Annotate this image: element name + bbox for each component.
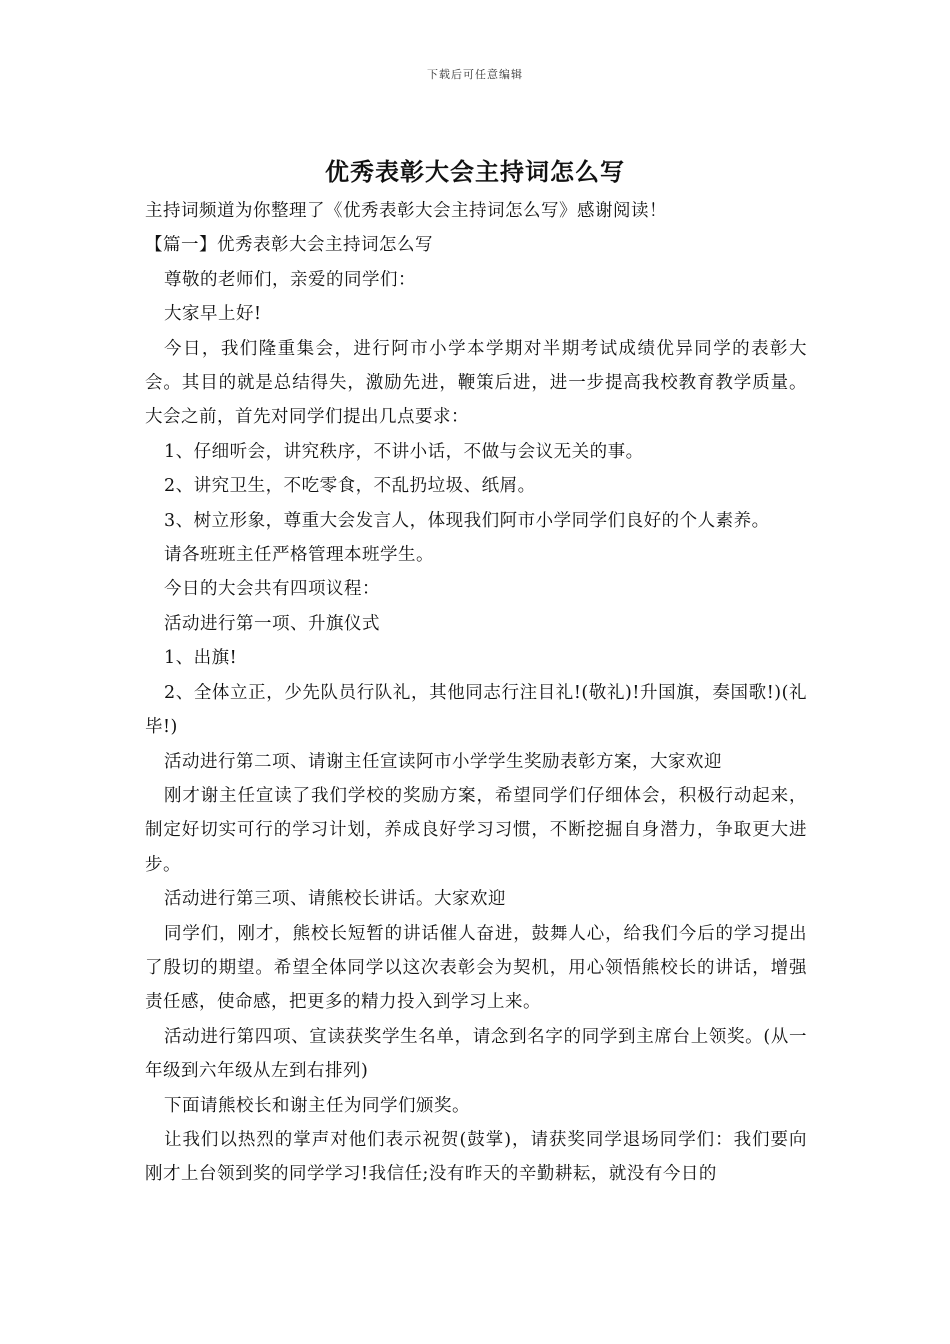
paragraph: 下面请熊校长和谢主任为同学们颁奖。 — [164, 1095, 470, 1116]
paragraph: 3、树立形象，尊重大会发言人，体现我们阿市小学同学们良好的个人素养。 — [164, 510, 770, 531]
document-body — [145, 194, 807, 1192]
paragraph: 1、仔细听会，讲究秩序，不讲小话，不做与会议无关的事。 — [164, 441, 644, 462]
page-header-note: 下载后可任意编辑 — [427, 68, 523, 81]
paragraph: 活动进行第四项、宣读获奖学生名单，请念到名字的同学到主席台上领奖。(从一年级到六年级从左到右排列) — [145, 1026, 807, 1082]
paragraph: 大家早上好! — [164, 304, 262, 325]
paragraph: 今日的大会共有四项议程： — [164, 579, 380, 600]
paragraph: 1、出旗! — [164, 648, 238, 669]
intro-paragraph: 主持词频道为你整理了《优秀表彰大会主持词怎么写》感谢阅读！ — [145, 201, 667, 221]
paragraph: 2、讲究卫生，不吃零食，不乱扔垃圾、纸屑。 — [164, 476, 536, 497]
document-title: 优秀表彰大会主持词怎么写 — [325, 157, 625, 186]
section-heading: 【篇一】优秀表彰大会主持词怎么写 — [145, 235, 433, 256]
paragraph: 尊敬的老师们，亲爱的同学们： — [164, 269, 416, 290]
paragraph: 同学们，刚才，熊校长短暂的讲话催人奋进，鼓舞人心，给我们今后的学习提出了殷切的期望。希望全体同学以这次表彰会为契机，用心领悟熊校长的讲话，增强责任感，使命感，把更多的精力投入到学习上来。 — [145, 923, 807, 1013]
paragraph: 2、全体立正，少先队员行队礼，其他同志行注目礼!(敬礼)!升国旗，奏国歌!)(礼毕!) — [145, 682, 807, 738]
paragraph: 活动进行第三项、请熊校长讲话。大家欢迎 — [164, 889, 506, 910]
paragraph: 今日，我们隆重集会，进行阿市小学本学期对半期考试成绩优异同学的表彰大会。其目的就是总结得失，激励先进，鞭策后进，进一步提高我校教育教学质量。大会之前，首先对同学们提出几点要求： — [145, 338, 807, 428]
paragraph: 活动进行第二项、请谢主任宣读阿市小学学生奖励表彰方案，大家欢迎 — [164, 751, 722, 772]
paragraph: 刚才谢主任宣读了我们学校的奖励方案，希望同学们仔细体会，积极行动起来，制定好切实可行的学习计划，养成良好学习习惯，不断挖掘自身潜力，争取更大进步。 — [145, 785, 807, 875]
paragraph: 让我们以热烈的掌声对他们表示祝贺(鼓掌)，请获奖同学退场同学们：我们要向刚才上台领到奖的同学学习!我信任;没有昨天的辛勤耕耘，就没有今日的 — [145, 1129, 807, 1185]
paragraph: 请各班班主任严格管理本班学生。 — [164, 545, 434, 566]
paragraph: 活动进行第一项、升旗仪式 — [164, 613, 380, 634]
